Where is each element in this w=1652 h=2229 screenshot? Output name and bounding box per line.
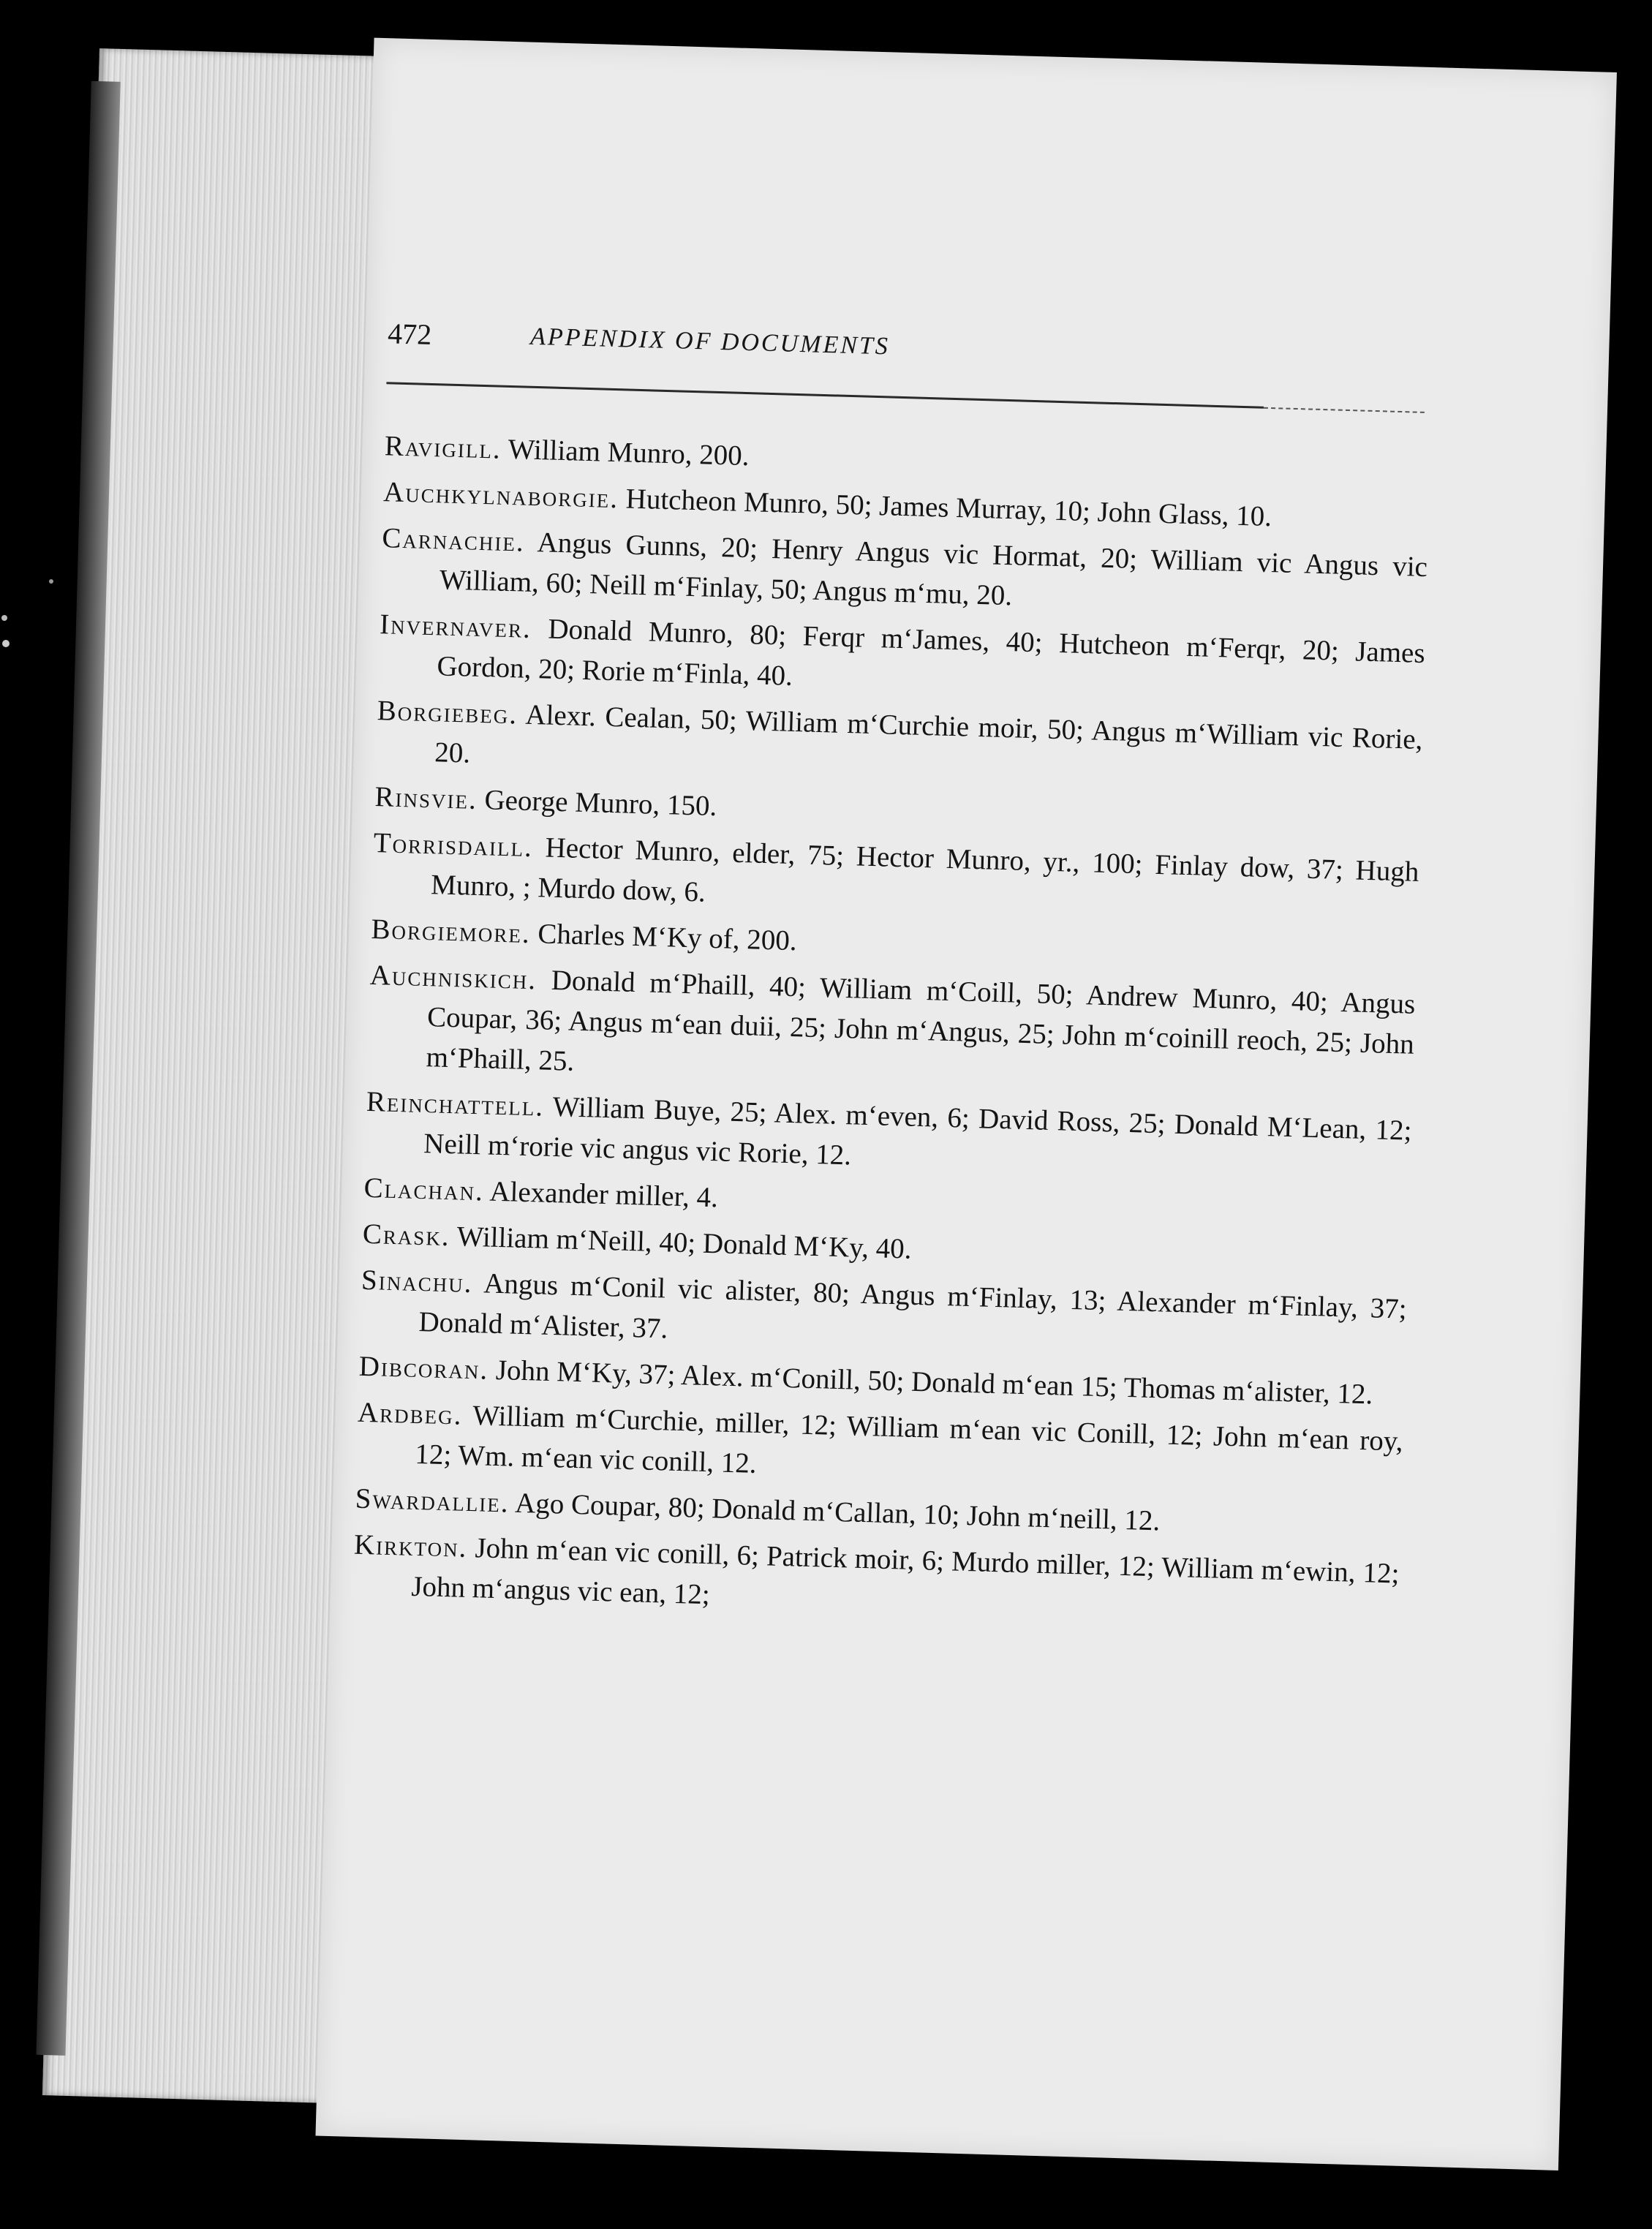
entry-place: Ardbeg. xyxy=(357,1396,464,1431)
entry-text: William m‘Neill, 40; Donald M‘Ky, 40. xyxy=(450,1221,913,1265)
entry-text: William m‘Curchie, miller, 12; William m‘ean vic Conill, 12; John m‘ean roy, 12; Wm. m‘ean vic conill, 12. xyxy=(414,1399,1404,1479)
entry-text: Donald Munro, 80; Ferqr m‘James, 40; Hutcheon m‘Ferqr, 20; James Gordon, 20; Rorie m‘Finla, 40. xyxy=(437,612,1426,692)
entry-text: Alexr. Cealan, 50; William m‘Curchie moir, 50; Angus m‘William vic Rorie, 20. xyxy=(434,698,1423,769)
entry-place: Dibcoran. xyxy=(358,1350,489,1386)
entry-text: Hector Munro, elder, 75; Hector Munro, yr., 100; Finlay dow, 37; Hugh Munro, ; Murdo dow, 6. xyxy=(430,831,1419,908)
entry-place: Rinsvie. xyxy=(374,781,478,815)
entry xyxy=(367,955,1416,1105)
entry-place: Borgiemore. xyxy=(370,913,532,950)
entry-place: Clachan. xyxy=(363,1172,485,1207)
entry-place: Reinchattell. xyxy=(366,1085,545,1123)
page-number: 472 xyxy=(387,317,432,351)
entry-text: Donald m‘Phaill, 40; William m‘Coill, 50; Andrew Munro, 40; Angus Coupar, 36; Angus m‘ean duii, 25; John m‘Angus, 25; John m‘coinill reoch, 25; John m‘Phaill, 25. xyxy=(426,964,1416,1077)
entry-place: Ravigill. xyxy=(384,430,502,465)
entry-text: William Buye, 25; Alex. m‘even, 6; David Ross, 25; Donald M‘Lean, 12; Neill m‘rorie vic angus vic Rorie, 12. xyxy=(423,1090,1413,1172)
entry-text: William Munro, 200. xyxy=(501,433,750,472)
entry-text: Charles M‘Ky of, 200. xyxy=(530,918,798,957)
entry-place: Invernaver. xyxy=(379,608,532,644)
entry-place: Sinachu. xyxy=(361,1264,474,1300)
entry-text: Ago Coupar, 80; Donald m‘Callan, 10; John m‘neill, 12. xyxy=(509,1487,1161,1537)
entry-text: Angus Gunns, 20; Henry Angus vic Hormat, 20; William vic Angus vic William, 60; Neill m‘Finlay, 50; Angus m‘mu, 20. xyxy=(439,526,1428,612)
entry-text: John M‘Ky, 37; Alex. m‘Conill, 50; Donald m‘ean 15; Thomas m‘alister, 12. xyxy=(488,1354,1373,1411)
entry-place: Swardallie. xyxy=(355,1482,510,1519)
entry-text: Alexander miller, 4. xyxy=(483,1175,719,1214)
entry-place: Crask. xyxy=(362,1218,451,1253)
entry-text: George Munro, 150. xyxy=(477,783,717,823)
entry-place: Kirkton. xyxy=(353,1528,469,1564)
document-body xyxy=(352,426,1431,1640)
entry-place: Borgiebeg. xyxy=(377,695,518,731)
scan-specks xyxy=(0,0,59,2229)
entry-place: Carnachie. xyxy=(381,522,526,558)
entry-text: John m‘ean vic conill, 6; Patrick moir, 6; Murdo miller, 12; William m‘ewin, 12; John m‘angus vic ean, 12; xyxy=(410,1531,1400,1611)
entry-place: Auchkylnaborgie. xyxy=(382,476,619,515)
page-header-title: APPENDIX OF DOCUMENTS xyxy=(529,323,891,361)
entry-text: Angus m‘Conil vic alister, 80; Angus m‘Finlay, 13; Alexander m‘Finlay, 37; Donald m‘Alister, 37. xyxy=(418,1267,1408,1345)
entry-place: Torrisdaill. xyxy=(373,827,534,864)
entry-place: Auchniskich. xyxy=(369,959,538,996)
entry-text: Hutcheon Munro, 50; James Murray, 10; John Glass, 10. xyxy=(618,483,1272,533)
